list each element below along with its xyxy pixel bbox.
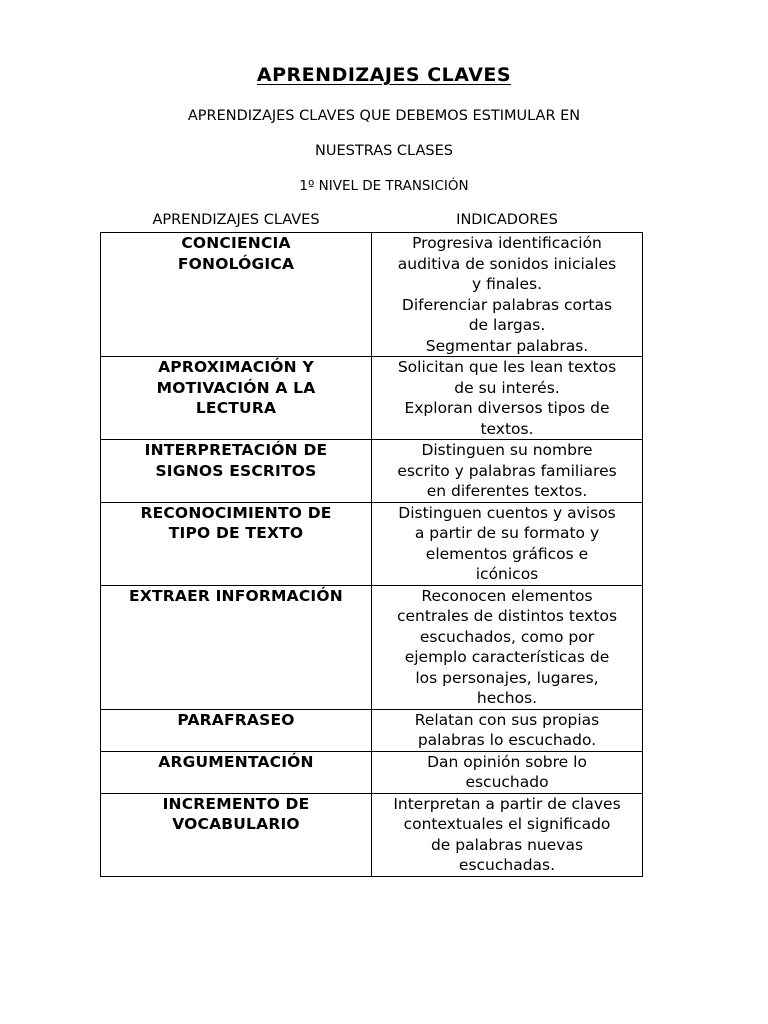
indicator-text: en diferentes textos.: [426, 482, 588, 500]
indicator-text: Interpretan a partir de claves: [393, 794, 621, 813]
key-learning-cell: [101, 440, 372, 503]
key-learning-text: ARGUMENTACIÓN: [158, 752, 314, 771]
key-learning-text: EXTRAER INFORMACIÓN: [129, 586, 343, 605]
indicator-text: escrito y palabras familiares: [397, 461, 617, 480]
column-header-indicadores: INDICADORES: [456, 212, 558, 228]
key-learning-text: CONCIENCIA: [181, 234, 291, 252]
document-subtitle-line-2: NUESTRAS CLASES: [315, 143, 453, 159]
level-label: 1º NIVEL DE TRANSICIÓN: [299, 178, 469, 194]
indicator-text: de largas.: [468, 316, 546, 334]
indicator-cell: [372, 357, 643, 440]
indicator-cell: [372, 233, 643, 357]
aprendizajes-table: [100, 232, 643, 877]
key-learning-text: MOTIVACIÓN A LA: [156, 378, 316, 397]
indicator-text: Progresiva identificación: [412, 234, 602, 252]
indicator-text: palabras lo escuchado.: [417, 731, 597, 749]
table-row: [101, 793, 643, 876]
table-row: [101, 709, 643, 751]
indicator-text: los personajes, lugares,: [415, 668, 599, 687]
table-body: [101, 233, 643, 877]
document-title-text: APRENDIZAJES CLAVES: [256, 64, 512, 86]
table-row: [101, 233, 643, 357]
indicator-text: Reconocen elementos: [421, 586, 593, 605]
indicator-text: contextuales el significado: [403, 815, 611, 833]
key-learning-cell: [101, 357, 372, 440]
key-learning-text: TIPO DE TEXTO: [168, 524, 304, 542]
key-learning-text: RECONOCIMIENTO DE: [140, 503, 332, 522]
key-learning-text: INTERPRETACIÓN DE: [144, 441, 328, 459]
key-learning-text: SIGNOS ESCRITOS: [155, 461, 317, 480]
indicator-cell: [372, 793, 643, 876]
key-learning-text: VOCABULARIO: [172, 815, 300, 833]
table-headers: [101, 212, 643, 232]
key-learning-cell: [101, 709, 372, 751]
key-learning-text: PARAFRASEO: [177, 710, 295, 729]
indicator-cell: [372, 585, 643, 709]
table-row: [101, 440, 643, 503]
indicator-text: Dan opinión sobre lo: [427, 752, 587, 771]
key-learning-text: INCREMENTO DE: [162, 794, 310, 813]
table-row: [101, 357, 643, 440]
indicator-text: hechos.: [476, 689, 538, 707]
key-learning-cell: [101, 502, 372, 585]
indicator-cell: [372, 440, 643, 503]
indicator-text: escuchado: [465, 773, 549, 791]
indicator-text: auditiva de sonidos iniciales: [397, 254, 617, 273]
indicator-text: elementos gráficos e: [425, 544, 589, 563]
key-learning-cell: [101, 751, 372, 793]
indicator-text: textos.: [480, 419, 534, 438]
indicator-text: ejemplo características de: [404, 648, 610, 666]
indicator-text: y finales.: [471, 275, 543, 293]
indicator-text: Solicitan que les lean textos: [397, 358, 617, 376]
key-learning-cell: [101, 233, 372, 357]
document-title: [0, 64, 768, 86]
indicator-text: icónicos: [475, 565, 539, 583]
table-row: [101, 751, 643, 793]
indicator-text: a partir de su formato y: [414, 524, 600, 542]
key-learning-text: FONOLÓGICA: [177, 254, 295, 273]
indicator-text: Relatan con sus propias: [414, 710, 600, 729]
indicator-cell: [372, 709, 643, 751]
document-subtitle-line-1: APRENDIZAJES CLAVES QUE DEBEMOS ESTIMULAR EN: [187, 108, 581, 124]
key-learning-text: APROXIMACIÓN Y: [158, 358, 314, 376]
key-learning-cell: [101, 793, 372, 876]
indicator-text: Diferenciar palabras cortas: [401, 295, 613, 314]
indicator-text: Segmentar palabras.: [425, 336, 589, 355]
table-row: [101, 585, 643, 709]
indicator-cell: [372, 751, 643, 793]
table-row: [101, 502, 643, 585]
indicator-text: escuchadas.: [458, 856, 556, 874]
indicator-text: centrales de distintos textos: [396, 607, 618, 625]
indicator-text: Distinguen cuentos y avisos: [398, 503, 616, 522]
indicator-text: Distinguen su nombre: [421, 441, 593, 459]
indicator-text: de su interés.: [454, 378, 560, 397]
indicator-text: Exploran diversos tipos de: [404, 399, 610, 417]
indicator-text: escuchados, como por: [419, 627, 595, 646]
column-header-aprendizajes: APRENDIZAJES CLAVES: [152, 212, 320, 228]
indicator-cell: [372, 502, 643, 585]
key-learning-cell: [101, 585, 372, 709]
indicator-text: de palabras nuevas: [430, 835, 584, 854]
key-learning-text: LECTURA: [195, 399, 277, 417]
